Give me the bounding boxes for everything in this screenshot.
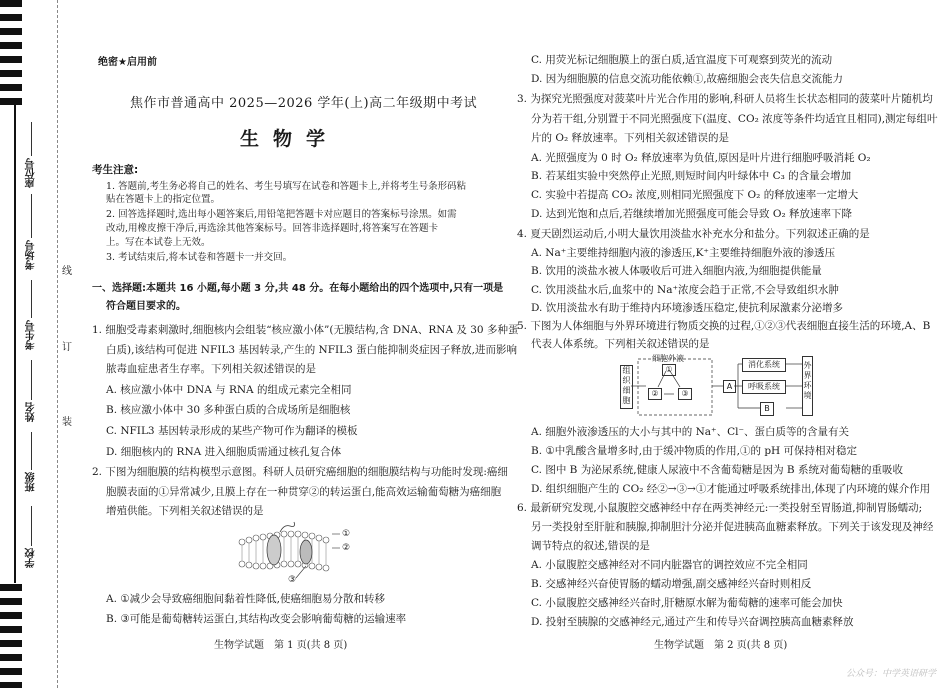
binding-sidebar: [0, 0, 72, 688]
q6-option-a: A. 小鼠腹腔交感神经对不同内脏器官的调控效应不完全相同: [531, 559, 808, 571]
q2-option-a: A. ①减少会导致癌细胞间黏着性降低,使癌细胞易分散和转移: [106, 593, 386, 605]
binding-dashed-line: [57, 0, 58, 688]
system-a-box: A: [723, 380, 736, 393]
notice-line: 3. 考试结束后,将本试卷和答题卡一并交回。: [106, 252, 293, 263]
seat-number-label: 座位号: [26, 158, 37, 188]
q1-stem: 脓毒血症患者生存率。下列相关叙述错误的是: [106, 363, 316, 375]
student-number-label: 考生号: [26, 320, 37, 350]
membrane-label-2: ②: [342, 543, 351, 553]
q6-option-b: B. 交感神经兴奋使胃肠的蠕动增强,副交感神经兴奋时则相反: [531, 578, 812, 590]
q5-option-b: B. ①中乳酸含量增多时,由于缓冲物质的作用,①的 pH 可保持相对稳定: [531, 445, 858, 457]
q1-option-a: A. 核应激小体中 DNA 与 RNA 的组成元素完全相同: [106, 384, 352, 396]
class-line: [31, 432, 32, 470]
q5-option-d: D. 组织细胞产生的 CO₂ 经②→③→①才能通过呼吸系统排出,体现了内环境的媒介作用: [531, 483, 931, 495]
q5-stem: 5. 下图为人体细胞与外界环境进行物质交换的过程,①②③代表细胞直接生活的环境,A、B: [517, 320, 931, 332]
notice-heading: 考生注意:: [92, 164, 139, 176]
q2-stem: 胞膜表面的①异常减少,且膜上存在一种贯穿②的转运蛋白,能高效运输葡萄糖为癌细胞: [106, 486, 502, 498]
subject-title: 生物学: [240, 128, 340, 150]
class-label: 班级: [26, 472, 37, 492]
watermark: 公众号：中学英语研学: [845, 669, 936, 679]
q2-option-c: C. 用荧光标记细胞膜上的蛋白质,适宜温度下可观察到荧光的流动: [531, 54, 833, 66]
tissue-cell-box: 组织细胞: [620, 365, 633, 409]
q3-stem: 分为若干组,分别置于不同光照强度下(温度、CO₂ 浓度等条件均适宜且相同),测定每组叶: [531, 113, 938, 125]
exam-room-label: 考场号: [26, 240, 37, 270]
binding-char-staple: 订: [62, 342, 72, 353]
binding-char-bind: 装: [62, 417, 72, 428]
school-line: [31, 506, 32, 546]
name-label: 姓名: [26, 402, 37, 422]
q6-stem: 调节特点的叙述,错误的是: [531, 540, 650, 552]
system-b-box: B: [760, 402, 774, 416]
school-label: 学校: [26, 548, 37, 568]
q3-stem: 片的 O₂ 释放速率。下列相关叙述错误的是: [531, 132, 729, 144]
q3-option-d: D. 达到光饱和点后,若继续增加光照强度可能会导致 O₂ 释放速率下降: [531, 208, 853, 220]
section-heading-cont: 符合题目要求的。: [106, 301, 186, 312]
q2-stem: 增殖供能。下列相关叙述错误的是: [106, 505, 264, 517]
q3-option-a: A. 光照强度为 0 时 O₂ 释放速率为负值,原因是叶片进行细胞呼吸消耗 O₂: [531, 152, 871, 164]
binding-char-line: 线: [62, 266, 72, 277]
respiratory-system-box: 呼吸系统: [742, 380, 786, 394]
q5-option-a: A. 细胞外液渗透压的大小与其中的 Na⁺、Cl⁻、蛋白质等的含量有关: [531, 426, 850, 438]
fluid-3-box: ③: [678, 388, 692, 400]
q6-option-c: C. 小鼠腹腔交感神经兴奋时,肝糖原水解为葡萄糖的速率可能会加快: [531, 597, 843, 609]
q1-option-b: B. 核应激小体中 30 多种蛋白质的合成场所是细胞核: [106, 404, 351, 416]
q6-stem: 另一类投射至肝脏和胰腺,抑制胆汁分泌并促进胰高血糖素释放。下列关于该发现及神经: [531, 521, 934, 533]
q4-stem: 4. 夏天剧烈运动后,小明大量饮用淡盐水补充水分和盐分。下列叙述正确的是: [517, 228, 870, 240]
footer-page-2: 生物学试题 第 2 页(共 8 页): [654, 640, 788, 651]
q4-option-d: D. 饮用淡盐水有助于维持内环境渗透压稳定,使抗利尿激素分泌增多: [531, 302, 844, 314]
diagram-connectors: [618, 350, 818, 422]
extracellular-fluid-label: 细胞外液: [652, 354, 684, 363]
q2-stem: 2. 下图为细胞膜的结构模型示意图。科研人员研究癌细胞的细胞膜结构与功能时发现:癌细: [92, 466, 508, 478]
name-line: [31, 360, 32, 400]
q3-stem: 3. 为探究光照强度对菠菜叶片光合作用的影响,科研人员将生长状态相同的菠菜叶片随机均: [517, 93, 933, 105]
exam-title: 焦作市普通高中 2025—2026 学年(上)高二年级期中考试: [130, 96, 478, 111]
exam-room-line: [31, 194, 32, 238]
seat-number-line: [31, 122, 32, 156]
q5-stem: 代表人体系统。下列相关叙述错误的是: [531, 338, 710, 350]
q6-option-d: D. 投射至胰腺的交感神经元,通过产生和传导兴奋调控胰高血糖素释放: [531, 616, 854, 628]
notice-line: 2. 回答选择题时,选出每小题答案后,用铅笔把答题卡对应题目的答案标号涂黑。如需: [106, 209, 457, 220]
q1-option-c: C. NFIL3 基因转录形成的某些产物可作为翻译的模板: [106, 425, 358, 437]
q1-stem: 白质),该结构可促进 NFIL3 基因转录,产生的 NFIL3 蛋白能抑制炎症因子释放,进而影响: [106, 344, 518, 356]
section-heading: 一、选择题:本题共 16 小题,每小题 3 分,共 48 分。在每小题给出的四个选项中,只有一项是: [92, 283, 504, 294]
q3-option-b: B. 若某组实验中突然停止光照,则短时间内叶绿体中 C₃ 的含量会增加: [531, 170, 852, 182]
footer-page-1: 生物学试题 第 1 页(共 8 页): [214, 640, 348, 651]
q5-option-c: C. 图中 B 为泌尿系统,健康人尿液中不含葡萄糖是因为 B 系统对葡萄糖的重吸收: [531, 464, 903, 476]
q4-option-b: B. 饮用的淡盐水被人体吸收后可进入细胞内液,为细胞提供能量: [531, 265, 822, 277]
q4-option-c: C. 饮用淡盐水后,血浆中的 Na⁺浓度会趋于正常,不会导致组织水肿: [531, 284, 839, 296]
secret-mark: 绝密★启用前: [98, 57, 157, 68]
membrane-label-3: ③: [288, 575, 297, 585]
student-number-line: [31, 280, 32, 318]
q2-option-b: B. ③可能是葡萄糖转运蛋白,其结构改变会影响葡萄糖的运输速率: [106, 613, 407, 625]
digestive-system-box: 消化系统: [742, 358, 786, 372]
notice-line: 上。写在本试卷上无效。: [106, 237, 211, 248]
notice-line: 1. 答题前,考生务必将自己的姓名、考生号填写在试卷和答题卡上,并将考生号条形码粘: [106, 181, 467, 192]
notice-line: 改动,用橡皮擦干净后,再选涂其他答案标号。回答非选择题时,将答案写在答题卡: [106, 223, 439, 234]
q1-option-d: D. 细胞核内的 RNA 进入细胞质需通过核孔复合体: [106, 446, 342, 458]
fluid-2-box: ②: [648, 388, 662, 400]
q2-option-d: D. 因为细胞膜的信息交流功能依赖①,故癌细胞会丧失信息交流能力: [531, 73, 844, 85]
q1-stem: 1. 细胞受毒素刺激时,细胞核内会组装“核应激小体”(无膜结构,含 DNA、RNA 及 30 多种蛋: [92, 324, 519, 336]
q6-stem: 6. 最新研究发现,小鼠腹腔交感神经中存在两类神经元:一类投射至胃肠道,抑制胃肠蠕动;: [517, 502, 923, 514]
membrane-label-1: ①: [342, 529, 351, 539]
q3-option-c: C. 实验中若提高 CO₂ 浓度,则相同光照强度下 O₂ 的释放速率一定增大: [531, 189, 859, 201]
notice-line: 贴在答题卡上的指定位置。: [106, 194, 221, 205]
external-environment-box: 外界环境: [802, 356, 813, 416]
binding-stripes: [0, 0, 22, 688]
fluid-1-box: ①: [662, 364, 676, 376]
q4-option-a: A. Na⁺主要维持细胞内液的渗透压,K⁺主要维持细胞外液的渗透压: [531, 247, 835, 259]
